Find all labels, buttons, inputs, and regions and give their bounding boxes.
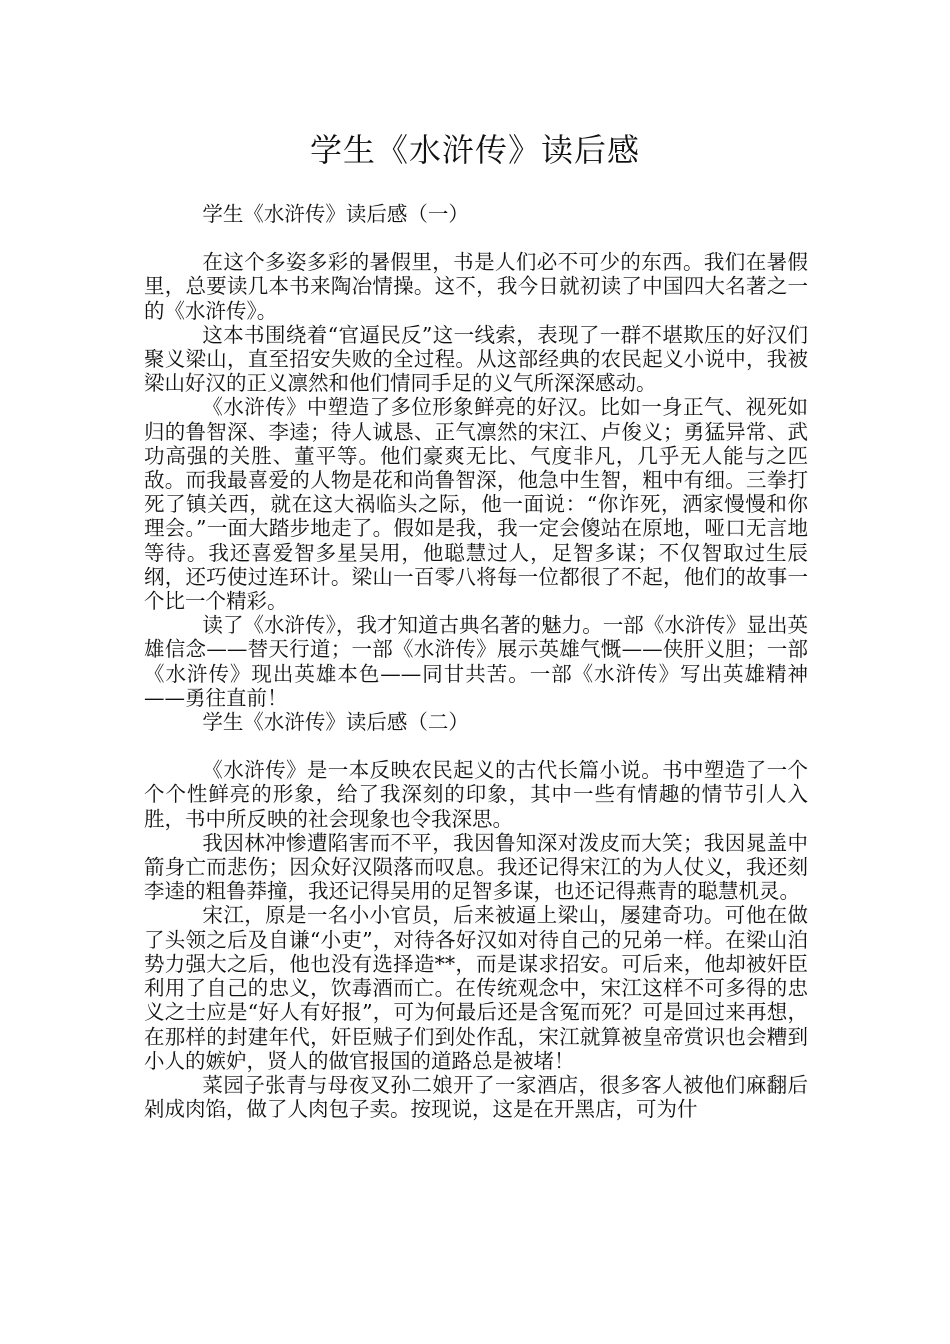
document-body	[144, 202, 808, 1121]
document-title: 学生《水浒传》读后感	[309, 131, 640, 169]
section-heading: 学生《水浒传》读后感（二）	[202, 710, 469, 735]
paragraph: 《水浒传》中塑造了多位形象鲜亮的好汉。比如一身正气、视死如归的鲁智深、李逵；待人诚恳、正气凛然的宋江、卢俊义；勇猛异常、武功高强的关胜、董平等。他们豪爽无比、气度非凡，几乎无人能与之匹敌。而我最喜爱的人物是花和尚鲁智深，他急中生智，粗中有细。三拳打死了镇关西，就在这大祸临头之际，他一面说：“你诈死，洒家慢慢和你理会。”一面大踏步地走了。假如是我，我一定会傻站在原地，哑口无言地等待。我还喜爱智多星吴用，他聪慧过人，足智多谋；不仅智取过生辰纲，还巧使过连环计。梁山一百零八将每一位都很了不起，他们的故事一个比一个精彩。	[144, 395, 808, 614]
paragraph: 这本书围绕着“官逼民反”这一线索，表现了一群不堪欺压的好汉们聚义梁山，直至招安失败的全过程。从这部经典的农民起义小说中，我被梁山好汉的正义凛然和他们情同手足的义气所深深感动。	[144, 322, 808, 396]
paragraph: 菜园子张青与母夜叉孙二娘开了一家酒店，很多客人被他们麻翻后剁成肉馅，做了人肉包子卖。按现说，这是在开黑店，可为什	[144, 1072, 808, 1122]
paragraph: 在这个多姿多彩的暑假里，书是人们必不可少的东西。我们在暑假里，总要读几本书来陶冶情操。这不，我今日就初读了中国四大名著之一的《水浒传》。	[144, 250, 808, 323]
paragraph: 读了《水浒传》，我才知道古典名著的魅力。一部《水浒传》显出英雄信念——替天行道；一部《水浒传》展示英雄气慨——侠肝义胆；一部《水浒传》现出英雄本色——同甘共苦。一部《水浒传》写出英雄精神——勇往直前！	[144, 613, 808, 710]
paragraph: 宋江，原是一名小小官员，后来被逼上梁山，屡建奇功。可他在做了头领之后及自谦“小吏”，对待各好汉如对待自己的兄弟一样。在梁山泊势力强大之后，他也没有选择造**，而是谋求招安。可后来，他却被奸臣利用了自己的忠义，饮毒酒而亡。在传统观念中，宋江这样不可多得的忠义之士应是“好人有好报”，可为何最后还是含冤而死？可是回过来再想，在那样的封建年代，奸臣贼子们到处作乱，宋江就算被皇帝赏识也会糟到小人的嫉妒，贤人的做官报国的道路总是被堵！	[144, 903, 808, 1073]
paragraph: 《水浒传》是一本反映农民起义的古代长篇小说。书中塑造了一个个个性鲜亮的形象，给了我深刻的印象，其中一些有情趣的情节引人入胜，书中所反映的社会现象也令我深思。	[144, 758, 808, 831]
paragraph: 我因林冲惨遭陷害而不平，我因鲁知深对泼皮而大笑；我因晁盖中箭身亡而悲伤；因众好汉陨落而叹息。我还记得宋江的为人仗义，我还刻李逵的粗鲁莽撞，我还记得吴用的足智多谋，也还记得燕青的聪慧机灵。	[144, 830, 808, 904]
section-heading: 学生《水浒传》读后感（一）	[202, 202, 469, 226]
spacer	[144, 226, 808, 250]
spacer	[144, 734, 808, 758]
